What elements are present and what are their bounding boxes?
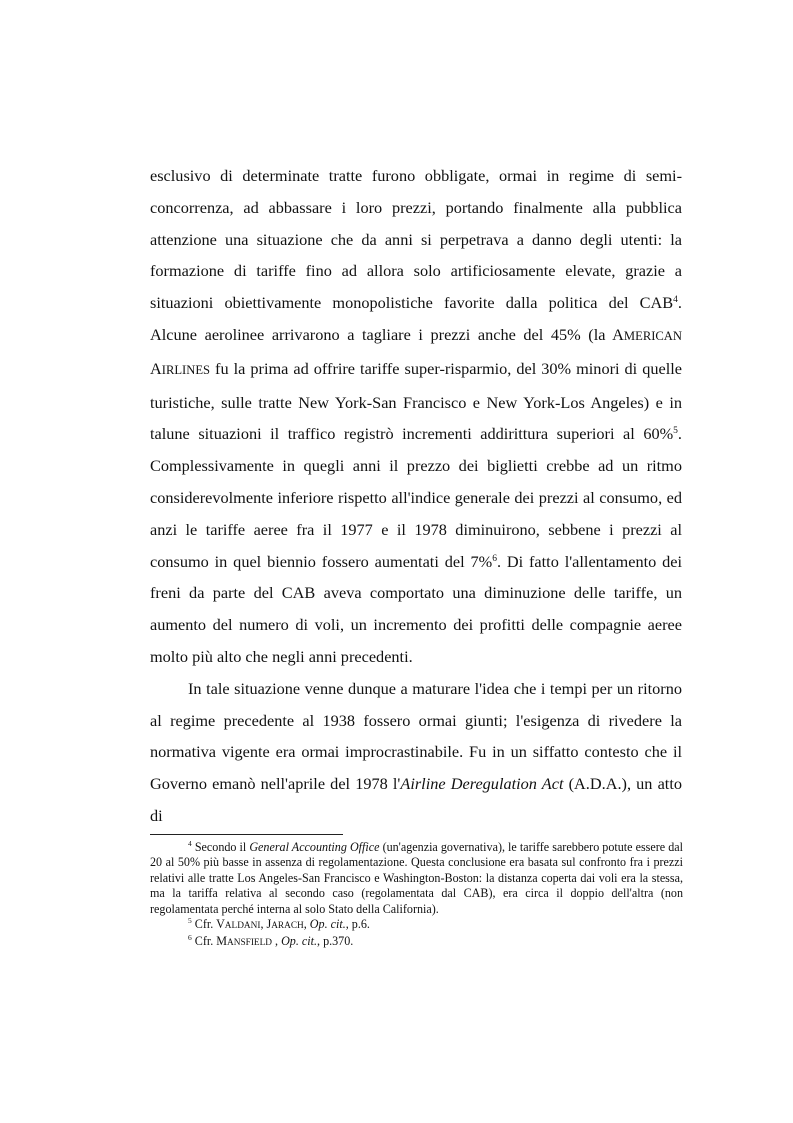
footnote-ref-5: 5 — [673, 426, 678, 437]
footnote-6: $^6$ Cfr. MANSFIELD , Op. cit., p.370. — [188, 933, 354, 949]
footnote-ref-4: 4 — [673, 295, 678, 306]
footnote-6-number: 6 — [188, 933, 192, 943]
paragraph-2 — [150, 673, 682, 832]
main-text — [150, 160, 682, 832]
paragraph-1-text-e: . Di fatto l'allentamento dei freni da parte del CAB aveva comportato una diminuzione delle tariffe, un aumento del numero di voli, un incremento dei profitti delle compagnie aeree molto più alto che negli anni precedenti. — [150, 551, 683, 666]
paragraph-1 — [150, 160, 682, 673]
footnote-ref-6: 6 — [492, 553, 497, 564]
paragraph-1-text-d: . Complessivamente in quegli anni il prezzo dei biglietti crebbe ad un ritmo considerevolmente inferiore rispetto all'indice generale dei prezzi al consumo, ed anzi le tariffe aeree fra il 1977 e il 1978 diminuirono, sebbene i prezzi al consumo in quel biennio fossero aumentati del 7% — [150, 424, 682, 571]
footnote-4: $^4$ Secondo il General Accounting Office (un'agenzia governativa), le tariffe sarebbero potute essere dal 20 al 50% più basse in assenza di regolamentazione. Questa conclusione era basata sul confronto fra i prezzi relativi alle tratte Los Angeles-San Francisco e Washington-Boston: la distanza coperta dai voli era la stessa, ma la tariffa relativa al secondo caso (regolamentata dal CAB), era circa il doppio dell'altra (non regolamentata perché interna al solo Stato della California). — [150, 839, 683, 916]
paragraph-1-text-c: fu la prima ad offrire tariffe super-risparmio, del 30% minori di quelle turistiche, sulle tratte New York-San Francisco e New York-Los Angeles) e in talune situazioni il traffico registrò incrementi addirittura superiori al 60% — [150, 358, 682, 444]
gao-name: General Accounting Office — [249, 840, 380, 854]
paragraph-1-text-b: . Alcune aerolinee arrivarono a tagliare i prezzi anche del 45% (la — [150, 293, 682, 344]
op-cit: Op. cit. — [281, 934, 318, 949]
footnotes — [150, 840, 683, 952]
paragraph-2-text-a: In tale situazione venne dunque a maturare l'idea che i tempi per un ritorno al regime precedente al 1938 fossero ormai giunti; l'esigenza di rivedere la normativa vigente era ormai improcrastinabile. Fu in un siffatto contesto che il Governo emanò nell'aprile del 1978 l' — [150, 678, 682, 794]
author-jarach: JARACH — [266, 917, 304, 932]
op-cit: Op. cit. — [309, 917, 346, 932]
american-airlines-smallcaps: AMERICAN AIRLINES — [150, 324, 682, 378]
author-valdani: VALDANI — [216, 917, 261, 932]
footnote-5-number: 5 — [188, 916, 192, 926]
paragraph-1-text-a: esclusivo di determinate tratte furono obbligate, ormai in regime di semi-concorrenza, ad abbassare i loro prezzi, portando finalmente alla pubblica attenzione una situazione che da anni si perpetrava a danno degli utenti: la formazione di tariffe fino ad allora solo artificiosamente elevate, grazie a situazioni obiettivamente monopolistiche favorite dalla politica del CAB — [150, 166, 682, 313]
footnote-separator — [150, 834, 343, 835]
footnote-4-number: 4 — [188, 839, 192, 848]
author-mansfield: MANSFIELD — [216, 934, 272, 949]
paragraph-2-text-b: (A.D.A.), un atto di — [150, 774, 682, 825]
footnote-5: $^5$ Cfr. VALDANI, JARACH, Op. cit., p.6. — [188, 916, 370, 932]
act-title: Airline Deregulation Act — [400, 774, 564, 794]
